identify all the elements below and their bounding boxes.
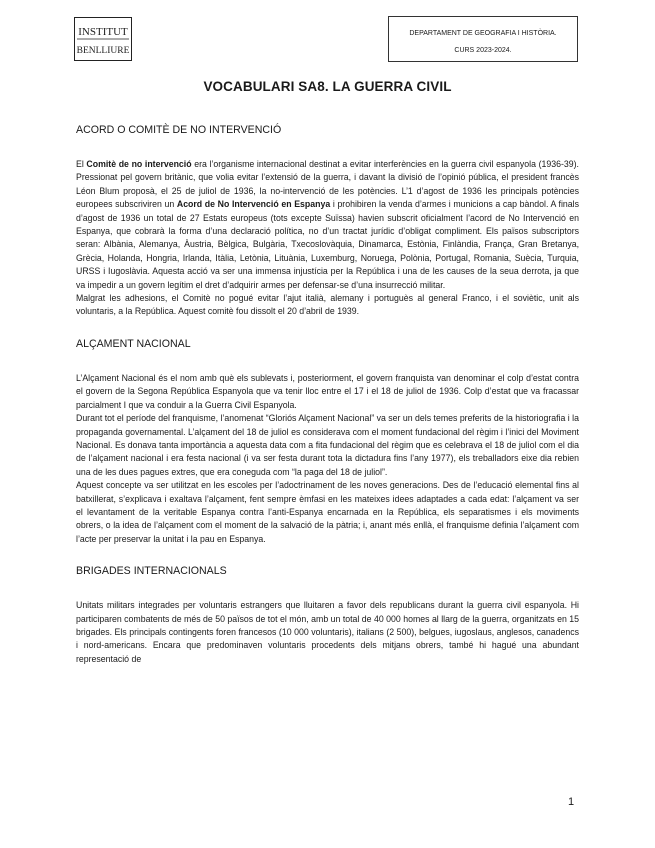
paragraph: L’Alçament Nacional és el nom amb què els sublevats i, posteriorment, el govern franquista van denominar el colp d’estat contra el govern de la Segona República Espanyola que va tenir lloc entre el 17 i el 18 de juliol de 1936. Colp d’estat que va fracassar parcialment I que va conduir a la Guerra Civil Espanyola. <box>76 372 579 410</box>
section-heading: ACORD O COMITÈ DE NO INTERVENCIÓ <box>76 124 282 136</box>
logo-text-bottom: BENLLIURE <box>76 46 130 56</box>
page-title: VOCABULARI SA8. LA GUERRA CIVIL <box>203 79 452 94</box>
paragraph: Durant tot el període del franquisme, l’anomenat “Gloriós Alçament Nacional” va ser un dels temes preferits de la historiografia i la propaganda governamental. L’alçament del 18 de juliol es considerava com el moment fundacional del règim i l’inici del Moviment Nacional. Es donava tanta importància a aquesta data com a fita fundacional del règim que es celebrava el 18 de juliol com el dia de l’alçament nacional i era festa nacional (i va ser festa durant tota la dictadura fins l’any 1977), els treballadors eixe dia rebien una de les dues pagues extres, que era coneguda com “la paga del 18 de juliol”. <box>76 413 579 477</box>
institute-logo <box>74 17 132 61</box>
paragraph: Malgrat les adhesions, el Comitè no pogué evitar l’ajut italià, alemany i portuguès al general Franco, i el soviètic, unit als voluntaris, a la República. Aquest comitè fou dissolt el 20 d’abril de 1939. <box>76 293 579 317</box>
paragraph: Aquest concepte va ser utilitzat en les escoles per l’adoctrinament de les noves generacions. Des de l’educació elemental fins al batxillerat, s’explicava i exaltava l’alçament, fent sempre èmfasi en les mateixes idees adaptades a cada edat: l’alçament va ser el levantament de la veritable Espanya contra l’anti-Espanya encarnada en la República, els separatismes i els moviments obrers, o la idea de l’alçament com el moment de la salvació de la pàtria; i, anant més enllà, el franquisme definia l’alçament com l’acte per preservar la unitat i la pau en Espanya. <box>76 480 579 544</box>
section-heading: ALÇAMENT NACIONAL <box>76 337 191 350</box>
paragraph: El Comitè de no intervenció era l’organisme internacional destinat a evitar interferències en la guerra civil espanyola (1936-39). Pressionat pel govern britànic, que volia evitar l’extensió de la guerra, i davant la divisió de l’opinió pública, el president francès Léon Blum proposà, el 25 de juliol de 1936, la no-intervenció de les potències. L’1 d’agost de 1936 les principals potències europees subscriviren un Acord de No Intervenció en Espanya i prohibiren la venda d’armes i municions a cap bàndol. A finals d’agost de 1936 un total de 27 Estats europeus (tots excepte Suïssa) havien subscrit oficialment l’acord de No Intervenció en Espanya, que cobrarà la forma d’una declaració política, no d’un tractat jurídic d’obligat compliment. Els països subscriptors seran: Albània, Alemanya, Àustria, Bèlgica, Bulgària, Txecoslovàquia, Dinamarca, Estònia, Finlàndia, França, Gran Bretanya, Grècia, Holanda, Hongria, Irlanda, Itàlia, Letònia, Lituània, Luxemburg, Noruega, Polònia, Portugal, Romania, Suècia, Turquia, URSS i Iugoslàvia. Aquesta acció va ser una immensa injustícia per la República i una de les causes de la seua derrota, ja que va impedir a un govern legítim el dret d’adquirir armes per defensar-se d’una insurrecció militar. <box>76 159 579 290</box>
course-year: CURS 2023-2024. <box>454 47 512 54</box>
page-number: 1 <box>568 796 575 808</box>
department-name: DEPARTAMENT DE GEOGRAFIA I HISTÒRIA. <box>409 30 557 37</box>
logo-text-top: INSTITUT <box>78 26 128 38</box>
bold-term: Acord de No Intervenció en Espanya <box>176 199 331 210</box>
paragraph: Unitats militars integrades per voluntaris estrangers que lluitaren a favor dels republicans durant la guerra civil espanyola. Hi participaren combatents de més de 50 països de tot el món, amb un total de 40 000 homes al llarg de la guerra, organitzats en 15 brigades. Els principals contingents foren francesos (10 000 voluntaris), italians (2 500), belgues, iugoslaus, anglesos, canadencs i nord-americans. Encara que predominaven voluntaris procedents dels mitjans obrers, també hi hagué una abundant representació de <box>76 600 579 664</box>
document-body <box>76 124 579 666</box>
section-heading: BRIGADES INTERNACIONALS <box>76 565 227 578</box>
bold-term: Comitè de no intervenció <box>86 159 192 169</box>
department-box <box>388 16 578 62</box>
